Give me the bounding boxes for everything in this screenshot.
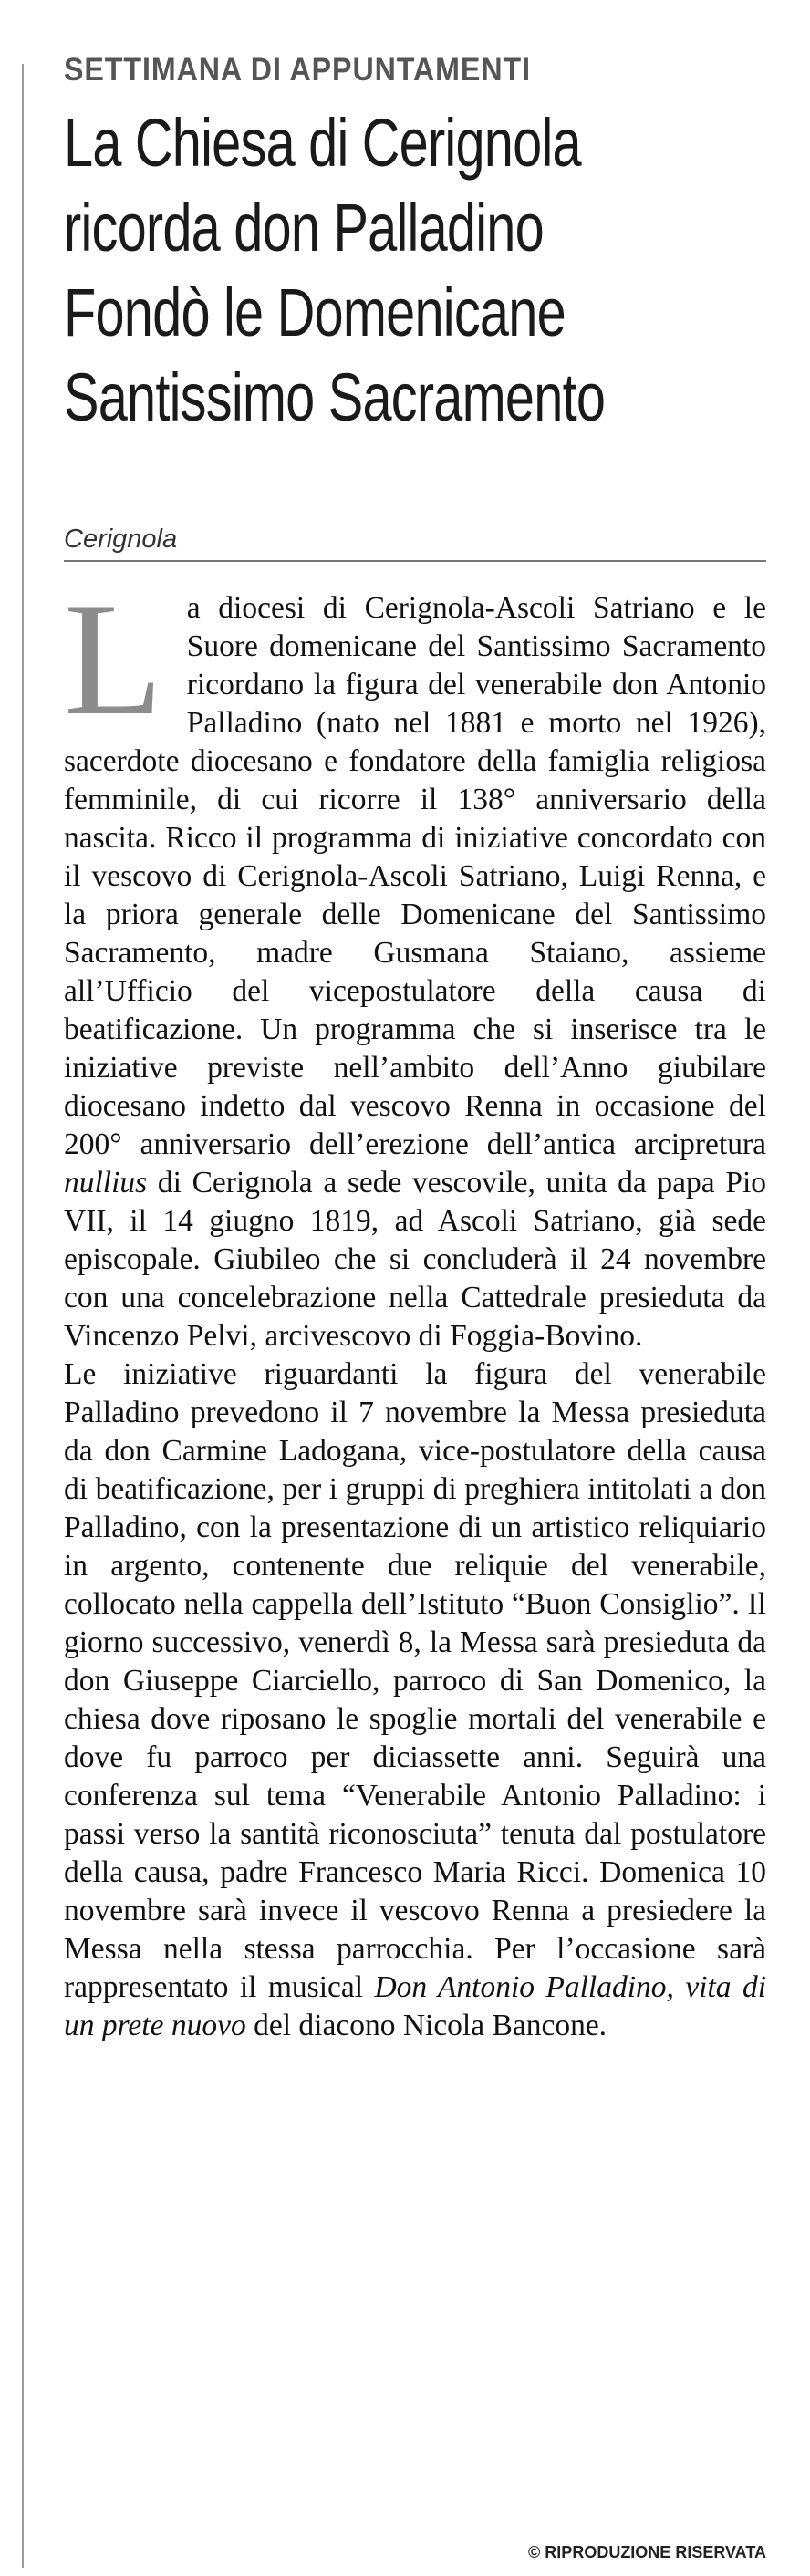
headline-line-3: Fondò le Domenicane — [64, 275, 566, 350]
paragraph-1 — [64, 568, 767, 1356]
paragraph-1-italic: nullius — [64, 1166, 148, 1200]
left-column-rule — [22, 64, 24, 2568]
paragraph-1-text: a diocesi di Cerignola-Ascoli Satriano e le Suore domenicane del Santissimo Sacramento ricordano la figura del venerabile don Antonio Palladino (nato nel 1881 e morto nel 1926), sacerdote diocesano e fondatore della famiglia religiosa femminile, di cui ricorre il 138° anniversario della nascita. Ricco il programma di iniziative concordato con il vescovo di Cerignola-Ascoli Satriano, Luigi Renna, e la priora generale delle Domenicane del Santissimo Sacramento, madre Gusmana Staiano, assieme all’Ufficio del vicepostulatore della causa di beatificazione. Un programma che si inserisce tra le iniziative previste nell’ambito dell’Anno giubilare diocesano indetto dal vescovo Renna in occasione del 200° anniversario dell’erezione dell’antica arcipretura — [64, 591, 766, 1161]
article-body — [64, 568, 767, 2045]
headline-line-1: La Chiesa di Cerignola — [64, 105, 581, 181]
drop-cap: L — [64, 568, 163, 749]
headline — [64, 100, 766, 440]
dateline-bar — [64, 524, 766, 562]
dateline: Cerignola — [64, 525, 178, 554]
paragraph-2-italic-title: Don Antonio Palladino, vita di un prete nuovo — [64, 1970, 767, 2042]
copyright-notice: © RIPRODUZIONE RISERVATA — [528, 2543, 766, 2561]
paragraph-1-end: di Cerignola a sede vescovile, unita da papa Pio VII, il 14 giugno 1819, ad Ascoli Satriano, già sede episcopale. Giubileo che si concluderà il 24 novembre con una concelebrazione nella Cattedrale presieduta da Vincenzo Pelvi, arcivescovo di Foggia-Bovino. — [64, 1166, 767, 1353]
headline-line-4: Santissimo Sacramento — [64, 359, 606, 435]
headline-line-2: ricorda don Palladino — [64, 190, 544, 265]
paragraph-2-text: Le iniziative riguardanti la figura del venerabile Palladino prevedono il 7 novembre la Messa presieduta da don Carmine Ladogana, vice-postulatore della causa di beatificazione, per i gruppi di preghiera intitolati a don Palladino, con la presentazione di un artistico reliquiario in argento, contenente due reliquie del venerabile, collocato nella cappella dell’Istituto “Buon Consiglio”. Il giorno successivo, venerdì 8, la Messa sarà presieduta da don Giuseppe Ciarciello, parroco di San Domenico, la chiesa dove riposano le spoglie mortali del venerabile e dove fu parroco per diciassette anni. Seguirà una conferenza sul tema “Venerabile Antonio Palladino: i passi verso la santità riconosciuta” tenuta dal postulatore della causa, padre Francesco Maria Ricci. Domenica 10 novembre sarà invece il vescovo Renna a presiedere la Messa nella stessa parrocchia. Per l’occasione sarà rappresentato il musical — [64, 1357, 766, 2004]
kicker: SETTIMANA DI APPUNTAMENTI — [64, 52, 531, 88]
paragraph-2-end: del diacono Nicola Bancone. — [254, 2009, 608, 2042]
article — [64, 51, 766, 2045]
paragraph-2 — [64, 1356, 766, 2045]
